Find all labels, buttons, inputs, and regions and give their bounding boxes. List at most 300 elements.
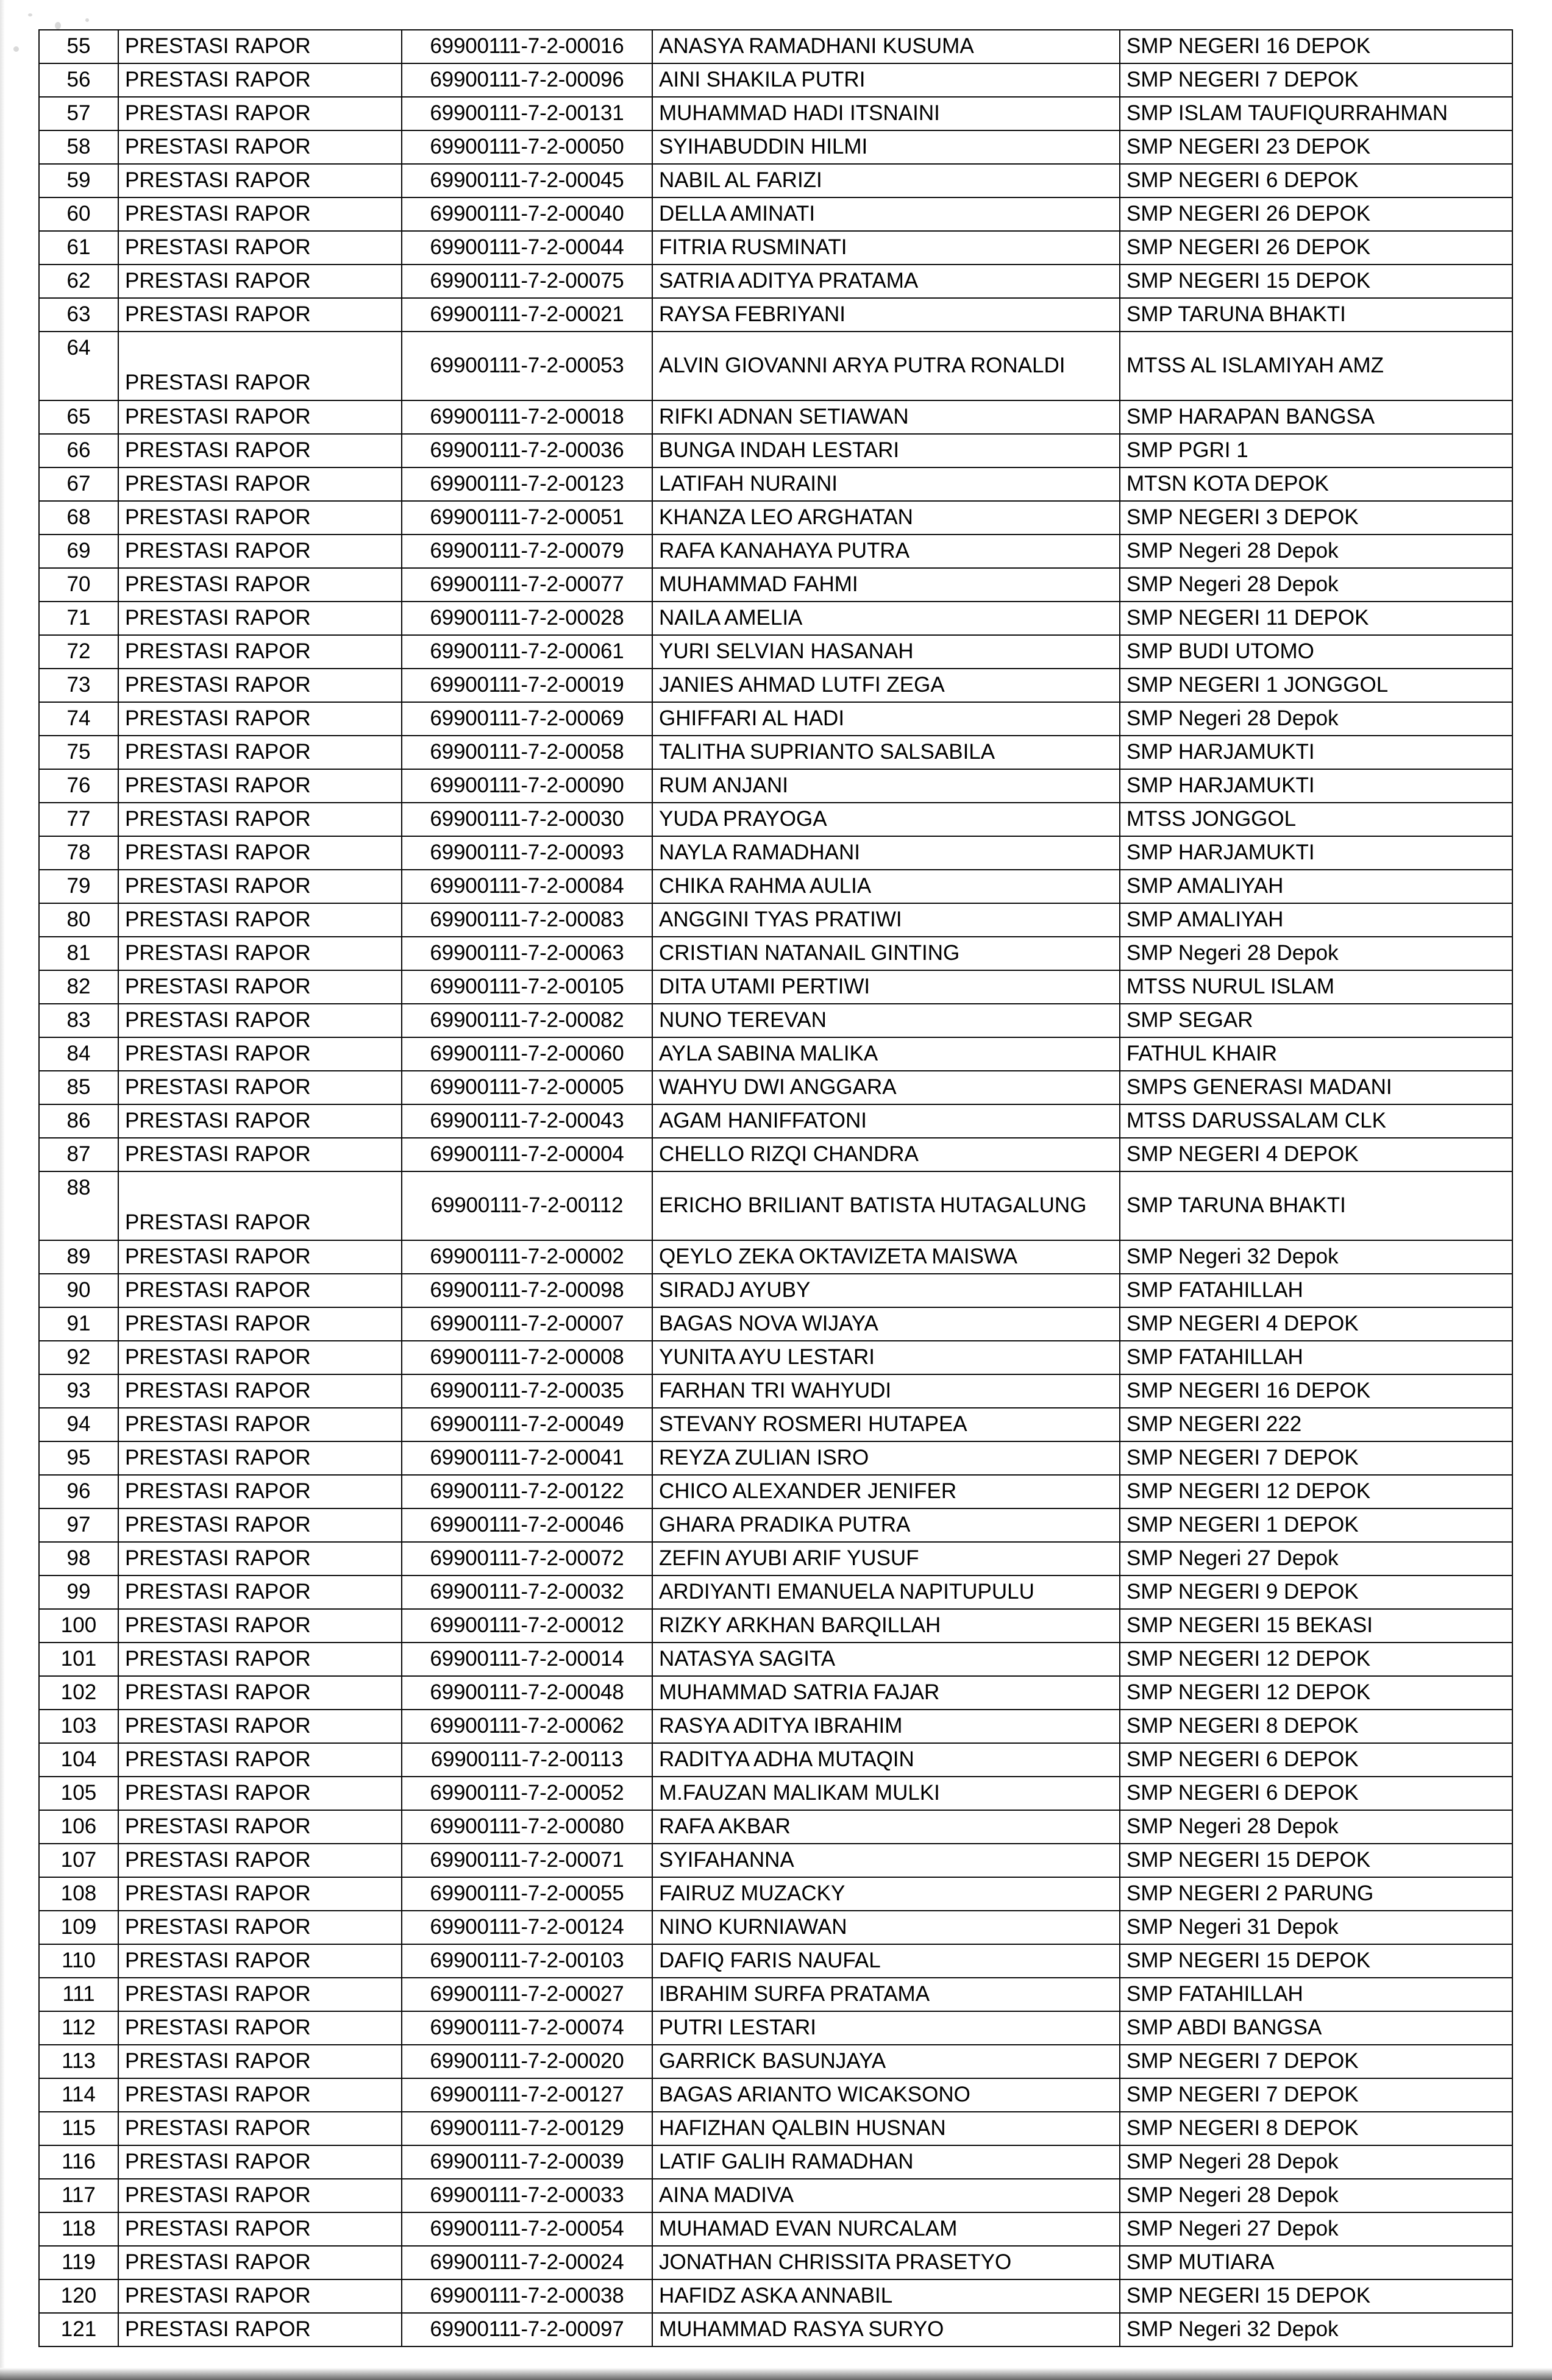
admission-path-cell: PRESTASI RAPOR <box>118 1508 402 1542</box>
row-number-cell: 60 <box>39 197 118 231</box>
table-row <box>39 836 1512 870</box>
origin-school-cell: SMP NEGERI 15 DEPOK <box>1120 265 1512 298</box>
admission-path-cell: PRESTASI RAPOR <box>118 937 402 970</box>
registration-number-cell: 69900111-7-2-00062 <box>402 1710 652 1743</box>
registration-number-cell: 69900111-7-2-00052 <box>402 1777 652 1810</box>
registration-number-cell: 69900111-7-2-00021 <box>402 298 652 332</box>
row-number-cell: 110 <box>39 1944 118 1978</box>
table-row <box>39 1710 1512 1743</box>
admission-path-cell: PRESTASI RAPOR <box>118 1844 402 1877</box>
table-row <box>39 2313 1512 2346</box>
row-number-cell: 82 <box>39 970 118 1004</box>
origin-school-cell: SMP Negeri 27 Depok <box>1120 1542 1512 1575</box>
admission-path-cell: PRESTASI RAPOR <box>118 265 402 298</box>
admission-path-cell: PRESTASI RAPOR <box>118 870 402 903</box>
row-number-cell: 74 <box>39 702 118 736</box>
admission-path-cell: PRESTASI RAPOR <box>118 1441 402 1475</box>
applicant-name-cell: CHELLO RIZQI CHANDRA <box>652 1138 1120 1171</box>
admission-path-cell: PRESTASI RAPOR <box>118 1171 402 1240</box>
applicant-name-cell: RAYSA FEBRIYANI <box>652 298 1120 332</box>
registration-number-cell: 69900111-7-2-00124 <box>402 1911 652 1944</box>
applicant-name-cell: JANIES AHMAD LUTFI ZEGA <box>652 669 1120 702</box>
table-row <box>39 467 1512 501</box>
applicant-roster-table-container <box>38 29 1512 2347</box>
applicant-name-cell: IBRAHIM SURFA PRATAMA <box>652 1978 1120 2011</box>
row-number-cell: 101 <box>39 1643 118 1676</box>
origin-school-cell: SMP Negeri 27 Depok <box>1120 2212 1512 2246</box>
applicant-name-cell: NINO KURNIAWAN <box>652 1911 1120 1944</box>
table-row <box>39 97 1512 130</box>
row-number-cell: 118 <box>39 2212 118 2246</box>
row-number-cell: 58 <box>39 130 118 164</box>
table-row <box>39 1004 1512 1037</box>
registration-number-cell: 69900111-7-2-00060 <box>402 1037 652 1071</box>
scan-speckle <box>85 18 89 22</box>
row-number-cell: 99 <box>39 1575 118 1609</box>
applicant-name-cell: DELLA AMINATI <box>652 197 1120 231</box>
row-number-cell: 83 <box>39 1004 118 1037</box>
admission-path-cell: PRESTASI RAPOR <box>118 467 402 501</box>
origin-school-cell: SMP NEGERI 23 DEPOK <box>1120 130 1512 164</box>
row-number-cell: 91 <box>39 1307 118 1341</box>
registration-number-cell: 69900111-7-2-00039 <box>402 2145 652 2179</box>
origin-school-cell: SMP NEGERI 8 DEPOK <box>1120 2112 1512 2145</box>
admission-path-cell: PRESTASI RAPOR <box>118 1408 402 1441</box>
row-number-cell: 78 <box>39 836 118 870</box>
row-number-cell: 97 <box>39 1508 118 1542</box>
admission-path-cell: PRESTASI RAPOR <box>118 836 402 870</box>
origin-school-cell: MTSN KOTA DEPOK <box>1120 467 1512 501</box>
registration-number-cell: 69900111-7-2-00082 <box>402 1004 652 1037</box>
admission-path-cell: PRESTASI RAPOR <box>118 434 402 467</box>
origin-school-cell: SMP HARJAMUKTI <box>1120 836 1512 870</box>
registration-number-cell: 69900111-7-2-00122 <box>402 1475 652 1508</box>
origin-school-cell: SMP NEGERI 15 DEPOK <box>1120 1844 1512 1877</box>
table-row <box>39 400 1512 434</box>
row-number-cell: 103 <box>39 1710 118 1743</box>
origin-school-cell: SMP HARAPAN BANGSA <box>1120 400 1512 434</box>
row-number-cell: 65 <box>39 400 118 434</box>
row-number-cell: 73 <box>39 669 118 702</box>
origin-school-cell: SMP NEGERI 8 DEPOK <box>1120 1710 1512 1743</box>
registration-number-cell: 69900111-7-2-00004 <box>402 1138 652 1171</box>
admission-path-cell: PRESTASI RAPOR <box>118 2279 402 2313</box>
registration-number-cell: 69900111-7-2-00096 <box>402 63 652 97</box>
row-number-cell: 66 <box>39 434 118 467</box>
table-row <box>39 870 1512 903</box>
registration-number-cell: 69900111-7-2-00071 <box>402 1844 652 1877</box>
origin-school-cell: SMP NEGERI 16 DEPOK <box>1120 30 1512 63</box>
applicant-name-cell: RIZKY ARKHAN BARQILLAH <box>652 1609 1120 1643</box>
admission-path-cell: PRESTASI RAPOR <box>118 1475 402 1508</box>
table-row <box>39 1037 1512 1071</box>
row-number-cell: 88 <box>39 1171 118 1240</box>
origin-school-cell: SMP NEGERI 12 DEPOK <box>1120 1643 1512 1676</box>
origin-school-cell: SMP NEGERI 4 DEPOK <box>1120 1138 1512 1171</box>
origin-school-cell: SMP ABDI BANGSA <box>1120 2011 1512 2045</box>
registration-number-cell: 69900111-7-2-00002 <box>402 1240 652 1274</box>
registration-number-cell: 69900111-7-2-00098 <box>402 1274 652 1307</box>
admission-path-cell: PRESTASI RAPOR <box>118 2078 402 2112</box>
table-row <box>39 2145 1512 2179</box>
row-number-cell: 77 <box>39 803 118 836</box>
row-number-cell: 63 <box>39 298 118 332</box>
table-row <box>39 2212 1512 2246</box>
admission-path-cell: PRESTASI RAPOR <box>118 2313 402 2346</box>
row-number-cell: 111 <box>39 1978 118 2011</box>
table-row <box>39 1104 1512 1138</box>
origin-school-cell: MTSS NURUL ISLAM <box>1120 970 1512 1004</box>
applicant-name-cell: HAFIZHAN QALBIN HUSNAN <box>652 2112 1120 2145</box>
table-row <box>39 501 1512 535</box>
row-number-cell: 105 <box>39 1777 118 1810</box>
table-row <box>39 803 1512 836</box>
applicant-name-cell: LATIF GALIH RAMADHAN <box>652 2145 1120 2179</box>
table-row <box>39 568 1512 602</box>
table-row <box>39 1844 1512 1877</box>
applicant-name-cell: RIFKI ADNAN SETIAWAN <box>652 400 1120 434</box>
table-row <box>39 2045 1512 2078</box>
table-row <box>39 30 1512 63</box>
row-number-cell: 57 <box>39 97 118 130</box>
admission-path-cell: PRESTASI RAPOR <box>118 332 402 400</box>
admission-path-cell: PRESTASI RAPOR <box>118 1710 402 1743</box>
row-number-cell: 117 <box>39 2179 118 2212</box>
applicant-name-cell: KHANZA LEO ARGHATAN <box>652 501 1120 535</box>
applicant-name-cell: MUHAMMAD SATRIA FAJAR <box>652 1676 1120 1710</box>
row-number-cell: 69 <box>39 535 118 568</box>
origin-school-cell: SMP NEGERI 6 DEPOK <box>1120 1777 1512 1810</box>
table-row <box>39 63 1512 97</box>
registration-number-cell: 69900111-7-2-00054 <box>402 2212 652 2246</box>
row-number-cell: 98 <box>39 1542 118 1575</box>
table-row <box>39 1777 1512 1810</box>
origin-school-cell: SMP TARUNA BHAKTI <box>1120 1171 1512 1240</box>
table-row <box>39 937 1512 970</box>
registration-number-cell: 69900111-7-2-00131 <box>402 97 652 130</box>
registration-number-cell: 69900111-7-2-00123 <box>402 467 652 501</box>
applicant-name-cell: ALVIN GIOVANNI ARYA PUTRA RONALDI <box>652 332 1120 400</box>
registration-number-cell: 69900111-7-2-00018 <box>402 400 652 434</box>
applicant-name-cell: RAFA KANAHAYA PUTRA <box>652 535 1120 568</box>
applicant-name-cell: SIRADJ AYUBY <box>652 1274 1120 1307</box>
row-number-cell: 100 <box>39 1609 118 1643</box>
table-row <box>39 635 1512 669</box>
applicant-name-cell: GARRICK BASUNJAYA <box>652 2045 1120 2078</box>
registration-number-cell: 69900111-7-2-00093 <box>402 836 652 870</box>
admission-path-cell: PRESTASI RAPOR <box>118 1978 402 2011</box>
admission-path-cell: PRESTASI RAPOR <box>118 903 402 937</box>
applicant-name-cell: RUM ANJANI <box>652 769 1120 803</box>
applicant-name-cell: RASYA ADITYA IBRAHIM <box>652 1710 1120 1743</box>
table-row <box>39 1978 1512 2011</box>
origin-school-cell: SMP NEGERI 11 DEPOK <box>1120 602 1512 635</box>
row-number-cell: 119 <box>39 2246 118 2279</box>
applicant-name-cell: SYIFAHANNA <box>652 1844 1120 1877</box>
admission-path-cell: PRESTASI RAPOR <box>118 2212 402 2246</box>
origin-school-cell: SMP NEGERI 1 DEPOK <box>1120 1508 1512 1542</box>
table-row <box>39 970 1512 1004</box>
table-row <box>39 1643 1512 1676</box>
table-row <box>39 2112 1512 2145</box>
registration-number-cell: 69900111-7-2-00041 <box>402 1441 652 1475</box>
applicant-name-cell: AYLA SABINA MALIKA <box>652 1037 1120 1071</box>
registration-number-cell: 69900111-7-2-00053 <box>402 332 652 400</box>
origin-school-cell: SMP Negeri 28 Depok <box>1120 1810 1512 1844</box>
admission-path-cell: PRESTASI RAPOR <box>118 1274 402 1307</box>
table-row <box>39 2279 1512 2313</box>
applicant-name-cell: BUNGA INDAH LESTARI <box>652 434 1120 467</box>
registration-number-cell: 69900111-7-2-00074 <box>402 2011 652 2045</box>
row-number-cell: 59 <box>39 164 118 197</box>
origin-school-cell: SMP SEGAR <box>1120 1004 1512 1037</box>
page-bottom-edge <box>0 2368 1552 2380</box>
admission-path-cell: PRESTASI RAPOR <box>118 1777 402 1810</box>
table-row <box>39 1743 1512 1777</box>
applicant-name-cell: CHIKA RAHMA AULIA <box>652 870 1120 903</box>
row-number-cell: 93 <box>39 1374 118 1408</box>
registration-number-cell: 69900111-7-2-00008 <box>402 1341 652 1374</box>
applicant-name-cell: HAFIDZ ASKA ANNABIL <box>652 2279 1120 2313</box>
admission-path-cell: PRESTASI RAPOR <box>118 1542 402 1575</box>
origin-school-cell: SMP NEGERI 222 <box>1120 1408 1512 1441</box>
row-number-cell: 102 <box>39 1676 118 1710</box>
admission-path-cell: PRESTASI RAPOR <box>118 2179 402 2212</box>
table-row <box>39 2179 1512 2212</box>
registration-number-cell: 69900111-7-2-00103 <box>402 1944 652 1978</box>
row-number-cell: 85 <box>39 1071 118 1104</box>
origin-school-cell: SMP NEGERI 6 DEPOK <box>1120 1743 1512 1777</box>
origin-school-cell: SMP NEGERI 16 DEPOK <box>1120 1374 1512 1408</box>
registration-number-cell: 69900111-7-2-00014 <box>402 1643 652 1676</box>
admission-path-cell: PRESTASI RAPOR <box>118 2145 402 2179</box>
row-number-cell: 84 <box>39 1037 118 1071</box>
origin-school-cell: SMP Negeri 32 Depok <box>1120 2313 1512 2346</box>
origin-school-cell: SMP AMALIYAH <box>1120 903 1512 937</box>
registration-number-cell: 69900111-7-2-00113 <box>402 1743 652 1777</box>
row-number-cell: 120 <box>39 2279 118 2313</box>
applicant-name-cell: PUTRI LESTARI <box>652 2011 1120 2045</box>
table-row <box>39 2011 1512 2045</box>
admission-path-cell: PRESTASI RAPOR <box>118 1575 402 1609</box>
table-row <box>39 769 1512 803</box>
origin-school-cell: MTSS JONGGOL <box>1120 803 1512 836</box>
applicant-name-cell: RAFA AKBAR <box>652 1810 1120 1844</box>
admission-path-cell: PRESTASI RAPOR <box>118 669 402 702</box>
row-number-cell: 68 <box>39 501 118 535</box>
table-row <box>39 903 1512 937</box>
row-number-cell: 109 <box>39 1911 118 1944</box>
origin-school-cell: SMP NEGERI 26 DEPOK <box>1120 231 1512 265</box>
registration-number-cell: 69900111-7-2-00030 <box>402 803 652 836</box>
origin-school-cell: SMP NEGERI 1 JONGGOL <box>1120 669 1512 702</box>
origin-school-cell: SMP Negeri 28 Depok <box>1120 2179 1512 2212</box>
registration-number-cell: 69900111-7-2-00061 <box>402 635 652 669</box>
origin-school-cell: SMP Negeri 31 Depok <box>1120 1911 1512 1944</box>
applicant-name-cell: CRISTIAN NATANAIL GINTING <box>652 937 1120 970</box>
table-row <box>39 1071 1512 1104</box>
origin-school-cell: SMP FATAHILLAH <box>1120 1341 1512 1374</box>
origin-school-cell: SMP NEGERI 2 PARUNG <box>1120 1877 1512 1911</box>
registration-number-cell: 69900111-7-2-00019 <box>402 669 652 702</box>
origin-school-cell: SMP NEGERI 6 DEPOK <box>1120 164 1512 197</box>
admission-path-cell: PRESTASI RAPOR <box>118 535 402 568</box>
row-number-cell: 92 <box>39 1341 118 1374</box>
origin-school-cell: SMP NEGERI 7 DEPOK <box>1120 1441 1512 1475</box>
applicant-name-cell: MUHAMMAD HADI ITSNAINI <box>652 97 1120 130</box>
applicant-name-cell: MUHAMMAD FAHMI <box>652 568 1120 602</box>
registration-number-cell: 69900111-7-2-00038 <box>402 2279 652 2313</box>
registration-number-cell: 69900111-7-2-00105 <box>402 970 652 1004</box>
registration-number-cell: 69900111-7-2-00027 <box>402 1978 652 2011</box>
row-number-cell: 104 <box>39 1743 118 1777</box>
registration-number-cell: 69900111-7-2-00050 <box>402 130 652 164</box>
origin-school-cell: SMP NEGERI 12 DEPOK <box>1120 1676 1512 1710</box>
registration-number-cell: 69900111-7-2-00051 <box>402 501 652 535</box>
origin-school-cell: MTSS AL ISLAMIYAH AMZ <box>1120 332 1512 400</box>
origin-school-cell: SMP Negeri 28 Depok <box>1120 937 1512 970</box>
registration-number-cell: 69900111-7-2-00127 <box>402 2078 652 2112</box>
row-number-cell: 107 <box>39 1844 118 1877</box>
origin-school-cell: SMP ISLAM TAUFIQURRAHMAN <box>1120 97 1512 130</box>
row-number-cell: 76 <box>39 769 118 803</box>
applicant-name-cell: LATIFAH NURAINI <box>652 467 1120 501</box>
origin-school-cell: SMP BUDI UTOMO <box>1120 635 1512 669</box>
row-number-cell: 106 <box>39 1810 118 1844</box>
registration-number-cell: 69900111-7-2-00079 <box>402 535 652 568</box>
registration-number-cell: 69900111-7-2-00090 <box>402 769 652 803</box>
row-number-cell: 90 <box>39 1274 118 1307</box>
applicant-name-cell: YURI SELVIAN HASANAH <box>652 635 1120 669</box>
row-number-cell: 115 <box>39 2112 118 2145</box>
origin-school-cell: SMP Negeri 32 Depok <box>1120 1240 1512 1274</box>
row-number-cell: 80 <box>39 903 118 937</box>
applicant-name-cell: WAHYU DWI ANGGARA <box>652 1071 1120 1104</box>
table-row <box>39 1374 1512 1408</box>
row-number-cell: 81 <box>39 937 118 970</box>
row-number-cell: 116 <box>39 2145 118 2179</box>
admission-path-cell: PRESTASI RAPOR <box>118 2112 402 2145</box>
applicant-name-cell: ANGGINI TYAS PRATIWI <box>652 903 1120 937</box>
admission-path-cell: PRESTASI RAPOR <box>118 63 402 97</box>
registration-number-cell: 69900111-7-2-00080 <box>402 1810 652 1844</box>
origin-school-cell: MTSS DARUSSALAM CLK <box>1120 1104 1512 1138</box>
table-row <box>39 1408 1512 1441</box>
row-number-cell: 112 <box>39 2011 118 2045</box>
registration-number-cell: 69900111-7-2-00084 <box>402 870 652 903</box>
row-number-cell: 71 <box>39 602 118 635</box>
table-row <box>39 164 1512 197</box>
row-number-cell: 79 <box>39 870 118 903</box>
applicant-name-cell: AINI SHAKILA PUTRI <box>652 63 1120 97</box>
table-row <box>39 1138 1512 1171</box>
scan-speckle <box>28 13 32 16</box>
origin-school-cell: SMP HARJAMUKTI <box>1120 769 1512 803</box>
table-row <box>39 602 1512 635</box>
registration-number-cell: 69900111-7-2-00028 <box>402 602 652 635</box>
applicant-name-cell: BAGAS ARIANTO WICAKSONO <box>652 2078 1120 2112</box>
table-row <box>39 1475 1512 1508</box>
applicant-name-cell: ZEFIN AYUBI ARIF YUSUF <box>652 1542 1120 1575</box>
applicant-name-cell: NAYLA RAMADHANI <box>652 836 1120 870</box>
table-row <box>39 1307 1512 1341</box>
admission-path-cell: PRESTASI RAPOR <box>118 635 402 669</box>
registration-number-cell: 69900111-7-2-00043 <box>402 1104 652 1138</box>
registration-number-cell: 69900111-7-2-00048 <box>402 1676 652 1710</box>
admission-path-cell: PRESTASI RAPOR <box>118 400 402 434</box>
admission-path-cell: PRESTASI RAPOR <box>118 1307 402 1341</box>
origin-school-cell: SMP Negeri 28 Depok <box>1120 568 1512 602</box>
table-row <box>39 231 1512 265</box>
table-row <box>39 2246 1512 2279</box>
applicant-name-cell: GHARA PRADIKA PUTRA <box>652 1508 1120 1542</box>
row-number-cell: 56 <box>39 63 118 97</box>
registration-number-cell: 69900111-7-2-00032 <box>402 1575 652 1609</box>
applicant-name-cell: YUDA PRAYOGA <box>652 803 1120 836</box>
registration-number-cell: 69900111-7-2-00112 <box>402 1171 652 1240</box>
admission-path-cell: PRESTASI RAPOR <box>118 1676 402 1710</box>
admission-path-cell: PRESTASI RAPOR <box>118 1609 402 1643</box>
origin-school-cell: FATHUL KHAIR <box>1120 1037 1512 1071</box>
applicant-name-cell: RADITYA ADHA MUTAQIN <box>652 1743 1120 1777</box>
row-number-cell: 87 <box>39 1138 118 1171</box>
admission-path-cell: PRESTASI RAPOR <box>118 2011 402 2045</box>
origin-school-cell: SMP NEGERI 7 DEPOK <box>1120 2078 1512 2112</box>
applicant-name-cell: NUNO TEREVAN <box>652 1004 1120 1037</box>
admission-path-cell: PRESTASI RAPOR <box>118 1743 402 1777</box>
admission-path-cell: PRESTASI RAPOR <box>118 1004 402 1037</box>
applicant-name-cell: TALITHA SUPRIANTO SALSABILA <box>652 736 1120 769</box>
row-number-cell: 61 <box>39 231 118 265</box>
applicant-roster-table <box>38 29 1513 2347</box>
applicant-name-cell: DITA UTAMI PERTIWI <box>652 970 1120 1004</box>
registration-number-cell: 69900111-7-2-00044 <box>402 231 652 265</box>
applicant-name-cell: SATRIA ADITYA PRATAMA <box>652 265 1120 298</box>
registration-number-cell: 69900111-7-2-00046 <box>402 1508 652 1542</box>
origin-school-cell: SMP Negeri 28 Depok <box>1120 2145 1512 2179</box>
origin-school-cell: SMP NEGERI 7 DEPOK <box>1120 2045 1512 2078</box>
admission-path-cell: PRESTASI RAPOR <box>118 501 402 535</box>
admission-path-cell: PRESTASI RAPOR <box>118 1037 402 1071</box>
table-row <box>39 1944 1512 1978</box>
registration-number-cell: 69900111-7-2-00075 <box>402 265 652 298</box>
row-number-cell: 62 <box>39 265 118 298</box>
registration-number-cell: 69900111-7-2-00049 <box>402 1408 652 1441</box>
row-number-cell: 55 <box>39 30 118 63</box>
applicant-name-cell: ARDIYANTI EMANUELA NAPITUPULU <box>652 1575 1120 1609</box>
origin-school-cell: SMP NEGERI 15 BEKASI <box>1120 1609 1512 1643</box>
table-row <box>39 702 1512 736</box>
applicant-name-cell: REYZA ZULIAN ISRO <box>652 1441 1120 1475</box>
table-row <box>39 736 1512 769</box>
applicant-name-cell: NABIL AL FARIZI <box>652 164 1120 197</box>
applicant-name-cell: STEVANY ROSMERI HUTAPEA <box>652 1408 1120 1441</box>
admission-path-cell: PRESTASI RAPOR <box>118 298 402 332</box>
admission-path-cell: PRESTASI RAPOR <box>118 1374 402 1408</box>
row-number-cell: 114 <box>39 2078 118 2112</box>
row-number-cell: 64 <box>39 332 118 400</box>
registration-number-cell: 69900111-7-2-00036 <box>402 434 652 467</box>
row-number-cell: 67 <box>39 467 118 501</box>
admission-path-cell: PRESTASI RAPOR <box>118 30 402 63</box>
row-number-cell: 75 <box>39 736 118 769</box>
admission-path-cell: PRESTASI RAPOR <box>118 803 402 836</box>
applicant-name-cell: FARHAN TRI WAHYUDI <box>652 1374 1120 1408</box>
registration-number-cell: 69900111-7-2-00129 <box>402 2112 652 2145</box>
table-row <box>39 1240 1512 1274</box>
applicant-name-cell: CHICO ALEXANDER JENIFER <box>652 1475 1120 1508</box>
registration-number-cell: 69900111-7-2-00020 <box>402 2045 652 2078</box>
